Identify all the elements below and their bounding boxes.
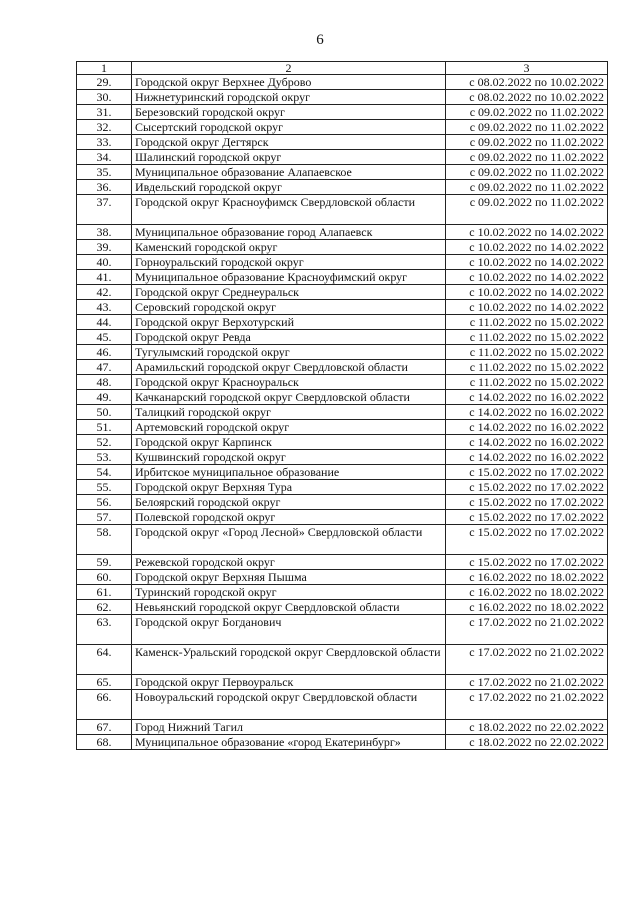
row-number: 59. xyxy=(77,555,132,570)
municipality-name: Городской округ Верхнее Дуброво xyxy=(132,75,446,90)
date-range: с 10.02.2022 по 14.02.2022 xyxy=(446,285,608,300)
row-number: 45. xyxy=(77,330,132,345)
row-number: 41. xyxy=(77,270,132,285)
table-row xyxy=(77,315,608,330)
municipality-name: Муниципальное образование «город Екатеринбург» xyxy=(132,735,446,750)
municipality-name: Городской округ Красноуфимск Свердловской области xyxy=(132,195,446,225)
municipality-name: Муниципальное образование город Алапаевск xyxy=(132,225,446,240)
date-range: с 14.02.2022 по 16.02.2022 xyxy=(446,435,608,450)
date-range: с 17.02.2022 по 21.02.2022 xyxy=(446,615,608,645)
municipality-name: Городской округ Карпинск xyxy=(132,435,446,450)
row-number: 56. xyxy=(77,495,132,510)
row-number: 66. xyxy=(77,690,132,720)
table-row xyxy=(77,330,608,345)
date-range: с 09.02.2022 по 11.02.2022 xyxy=(446,180,608,195)
date-range: с 15.02.2022 по 17.02.2022 xyxy=(446,480,608,495)
table-row xyxy=(77,525,608,555)
table-header-row xyxy=(77,62,608,75)
table-row xyxy=(77,480,608,495)
date-range: с 11.02.2022 по 15.02.2022 xyxy=(446,345,608,360)
table-row xyxy=(77,420,608,435)
table-row xyxy=(77,645,608,675)
row-number: 36. xyxy=(77,180,132,195)
row-number: 38. xyxy=(77,225,132,240)
date-range: с 14.02.2022 по 16.02.2022 xyxy=(446,390,608,405)
date-range: с 09.02.2022 по 11.02.2022 xyxy=(446,150,608,165)
date-range: с 17.02.2022 по 21.02.2022 xyxy=(446,690,608,720)
municipality-name: Белоярский городской округ xyxy=(132,495,446,510)
row-number: 49. xyxy=(77,390,132,405)
row-number: 30. xyxy=(77,90,132,105)
municipality-name: Арамильский городской округ Свердловской области xyxy=(132,360,446,375)
municipality-name: Березовский городской округ xyxy=(132,105,446,120)
row-number: 64. xyxy=(77,645,132,675)
municipality-name: Полевской городской округ xyxy=(132,510,446,525)
date-range: с 09.02.2022 по 11.02.2022 xyxy=(446,105,608,120)
municipality-name: Городской округ Красноуральск xyxy=(132,375,446,390)
municipality-name: Городской округ Верхотурский xyxy=(132,315,446,330)
municipality-name: Ирбитское муниципальное образование xyxy=(132,465,446,480)
date-range: с 15.02.2022 по 17.02.2022 xyxy=(446,510,608,525)
municipality-name: Артемовский городской округ xyxy=(132,420,446,435)
row-number: 50. xyxy=(77,405,132,420)
municipality-name: Невьянский городской округ Свердловской области xyxy=(132,600,446,615)
municipality-name: Новоуральский городской округ Свердловской области xyxy=(132,690,446,720)
row-number: 40. xyxy=(77,255,132,270)
date-range: с 11.02.2022 по 15.02.2022 xyxy=(446,315,608,330)
table-row xyxy=(77,720,608,735)
table-row xyxy=(77,465,608,480)
table-row xyxy=(77,690,608,720)
date-range: с 16.02.2022 по 18.02.2022 xyxy=(446,585,608,600)
municipality-name: Серовский городской округ xyxy=(132,300,446,315)
row-number: 53. xyxy=(77,450,132,465)
row-number: 31. xyxy=(77,105,132,120)
date-range: с 17.02.2022 по 21.02.2022 xyxy=(446,675,608,690)
table-row xyxy=(77,345,608,360)
municipality-name: Муниципальное образование Красноуфимский округ xyxy=(132,270,446,285)
date-range: с 10.02.2022 по 14.02.2022 xyxy=(446,240,608,255)
row-number: 58. xyxy=(77,525,132,555)
date-range: с 17.02.2022 по 21.02.2022 xyxy=(446,645,608,675)
table-row xyxy=(77,165,608,180)
row-number: 43. xyxy=(77,300,132,315)
row-number: 46. xyxy=(77,345,132,360)
table-row xyxy=(77,75,608,90)
date-range: с 15.02.2022 по 17.02.2022 xyxy=(446,525,608,555)
date-range: с 09.02.2022 по 11.02.2022 xyxy=(446,195,608,225)
table-row xyxy=(77,390,608,405)
date-range: с 15.02.2022 по 17.02.2022 xyxy=(446,465,608,480)
row-number: 47. xyxy=(77,360,132,375)
municipality-name: Сысертский городской округ xyxy=(132,120,446,135)
table-row xyxy=(77,225,608,240)
municipality-name: Городской округ Ревда xyxy=(132,330,446,345)
row-number: 61. xyxy=(77,585,132,600)
column-header-period: 3 xyxy=(446,62,608,75)
row-number: 68. xyxy=(77,735,132,750)
date-range: с 16.02.2022 по 18.02.2022 xyxy=(446,600,608,615)
date-range: с 10.02.2022 по 14.02.2022 xyxy=(446,225,608,240)
date-range: с 14.02.2022 по 16.02.2022 xyxy=(446,405,608,420)
date-range: с 10.02.2022 по 14.02.2022 xyxy=(446,270,608,285)
row-number: 33. xyxy=(77,135,132,150)
table-row xyxy=(77,180,608,195)
table-row xyxy=(77,615,608,645)
table-row xyxy=(77,570,608,585)
schedule-table xyxy=(76,61,608,750)
municipality-name: Талицкий городской округ xyxy=(132,405,446,420)
table-row xyxy=(77,735,608,750)
table-row xyxy=(77,600,608,615)
table-row xyxy=(77,195,608,225)
row-number: 65. xyxy=(77,675,132,690)
row-number: 63. xyxy=(77,615,132,645)
municipality-name: Городской округ «Город Лесной» Свердловской области xyxy=(132,525,446,555)
municipality-name: Городской округ Первоуральск xyxy=(132,675,446,690)
date-range: с 18.02.2022 по 22.02.2022 xyxy=(446,720,608,735)
table-row xyxy=(77,405,608,420)
table-row xyxy=(77,450,608,465)
municipality-name: Городской округ Богданович xyxy=(132,615,446,645)
date-range: с 08.02.2022 по 10.02.2022 xyxy=(446,90,608,105)
row-number: 57. xyxy=(77,510,132,525)
table-row xyxy=(77,285,608,300)
table-row xyxy=(77,375,608,390)
municipality-name: Городской округ Верхняя Пышма xyxy=(132,570,446,585)
column-header-number: 1 xyxy=(77,62,132,75)
municipality-name: Городской округ Среднеуральск xyxy=(132,285,446,300)
row-number: 52. xyxy=(77,435,132,450)
table-row xyxy=(77,435,608,450)
municipality-name: Горноуральский городской округ xyxy=(132,255,446,270)
table-row xyxy=(77,270,608,285)
date-range: с 09.02.2022 по 11.02.2022 xyxy=(446,135,608,150)
page-number: 6 xyxy=(316,32,324,48)
row-number: 54. xyxy=(77,465,132,480)
municipality-name: Городской округ Дегтярск xyxy=(132,135,446,150)
date-range: с 10.02.2022 по 14.02.2022 xyxy=(446,255,608,270)
row-number: 60. xyxy=(77,570,132,585)
table-row xyxy=(77,90,608,105)
date-range: с 15.02.2022 по 17.02.2022 xyxy=(446,495,608,510)
table-row xyxy=(77,495,608,510)
row-number: 39. xyxy=(77,240,132,255)
date-range: с 15.02.2022 по 17.02.2022 xyxy=(446,555,608,570)
table-row xyxy=(77,585,608,600)
municipality-name: Муниципальное образование Алапаевское xyxy=(132,165,446,180)
municipality-name: Качканарский городской округ Свердловской области xyxy=(132,390,446,405)
row-number: 35. xyxy=(77,165,132,180)
table-row xyxy=(77,300,608,315)
table-row xyxy=(77,255,608,270)
municipality-name: Режевской городской округ xyxy=(132,555,446,570)
municipality-name: Туринский городской округ xyxy=(132,585,446,600)
row-number: 55. xyxy=(77,480,132,495)
date-range: с 10.02.2022 по 14.02.2022 xyxy=(446,300,608,315)
table-row xyxy=(77,510,608,525)
table-row xyxy=(77,135,608,150)
row-number: 67. xyxy=(77,720,132,735)
municipality-name: Тугулымский городской округ xyxy=(132,345,446,360)
municipality-name: Шалинский городской округ xyxy=(132,150,446,165)
date-range: с 14.02.2022 по 16.02.2022 xyxy=(446,420,608,435)
municipality-name: Ивдельский городской округ xyxy=(132,180,446,195)
municipality-name: Нижнетуринский городской округ xyxy=(132,90,446,105)
municipality-name: Каменск-Уральский городской округ Свердловской области xyxy=(132,645,446,675)
row-number: 42. xyxy=(77,285,132,300)
table-row xyxy=(77,675,608,690)
municipality-name: Город Нижний Тагил xyxy=(132,720,446,735)
table-row xyxy=(77,120,608,135)
date-range: с 11.02.2022 по 15.02.2022 xyxy=(446,360,608,375)
table-row xyxy=(77,360,608,375)
table-row xyxy=(77,150,608,165)
row-number: 37. xyxy=(77,195,132,225)
column-header-name: 2 xyxy=(132,62,446,75)
date-range: с 09.02.2022 по 11.02.2022 xyxy=(446,120,608,135)
date-range: с 14.02.2022 по 16.02.2022 xyxy=(446,450,608,465)
table-row xyxy=(77,240,608,255)
row-number: 29. xyxy=(77,75,132,90)
row-number: 48. xyxy=(77,375,132,390)
table-row xyxy=(77,555,608,570)
municipality-name: Городской округ Верхняя Тура xyxy=(132,480,446,495)
row-number: 51. xyxy=(77,420,132,435)
row-number: 62. xyxy=(77,600,132,615)
row-number: 32. xyxy=(77,120,132,135)
date-range: с 16.02.2022 по 18.02.2022 xyxy=(446,570,608,585)
date-range: с 08.02.2022 по 10.02.2022 xyxy=(446,75,608,90)
row-number: 44. xyxy=(77,315,132,330)
date-range: с 11.02.2022 по 15.02.2022 xyxy=(446,330,608,345)
date-range: с 11.02.2022 по 15.02.2022 xyxy=(446,375,608,390)
table-row xyxy=(77,105,608,120)
municipality-name: Кушвинский городской округ xyxy=(132,450,446,465)
municipality-name: Каменский городской округ xyxy=(132,240,446,255)
date-range: с 18.02.2022 по 22.02.2022 xyxy=(446,735,608,750)
row-number: 34. xyxy=(77,150,132,165)
date-range: с 09.02.2022 по 11.02.2022 xyxy=(446,165,608,180)
